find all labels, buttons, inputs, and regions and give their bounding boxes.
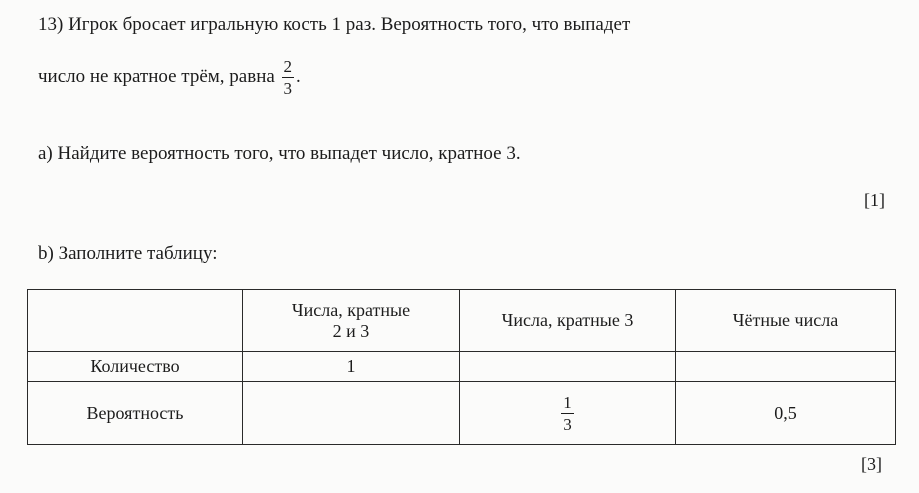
row-label-count: Количество bbox=[28, 352, 243, 382]
header-multiples-2-and-3 bbox=[243, 290, 460, 352]
part-a-marks: [1] bbox=[864, 190, 885, 210]
statement-period: . bbox=[296, 65, 301, 87]
probability-even-numbers: 0,5 bbox=[676, 382, 896, 445]
table-row-count bbox=[28, 352, 896, 382]
fraction-numerator: 1 bbox=[563, 392, 572, 412]
probability-multiples-2-and-3[interactable] bbox=[243, 382, 460, 445]
table-row-probability bbox=[28, 382, 896, 445]
table-header-row bbox=[28, 290, 896, 352]
given-fraction-numerator: 2 bbox=[283, 57, 293, 76]
header-empty-cell bbox=[28, 290, 243, 352]
header-even-numbers: Чётные числа bbox=[676, 290, 896, 352]
part-b-marks: [3] bbox=[861, 454, 882, 474]
part-a-question: a) Найдите вероятность того, что выпадет число, кратное 3. bbox=[38, 143, 521, 164]
part-b-question: b) Заполните таблицу: bbox=[38, 243, 218, 264]
row-label-probability: Вероятность bbox=[28, 382, 243, 445]
probability-table bbox=[27, 289, 896, 445]
statement-line1-text: Игрок бросает игральную кость 1 раз. Вероятность того, что выпадет bbox=[68, 14, 631, 35]
problem-number: 13) bbox=[38, 14, 64, 35]
header-multiples-3: Числа, кратные 3 bbox=[460, 290, 676, 352]
count-multiples-3[interactable] bbox=[460, 352, 676, 382]
problem-statement-line2 bbox=[38, 58, 301, 97]
probability-multiples-3-fraction bbox=[561, 394, 574, 433]
given-fraction bbox=[282, 58, 295, 97]
statement-line2-text: число не кратное трём, равна bbox=[38, 65, 275, 87]
given-fraction-denominator: 3 bbox=[283, 79, 293, 98]
fraction-denominator: 3 bbox=[563, 414, 572, 434]
count-multiples-2-and-3: 1 bbox=[243, 352, 460, 382]
probability-multiples-3 bbox=[460, 382, 676, 445]
header-multiples-2-and-3-line1: Числа, кратные bbox=[291, 299, 411, 320]
header-multiples-2-and-3-line2: 2 и 3 bbox=[332, 320, 370, 341]
count-even-numbers[interactable] bbox=[676, 352, 896, 382]
problem-statement-line1 bbox=[38, 14, 630, 36]
